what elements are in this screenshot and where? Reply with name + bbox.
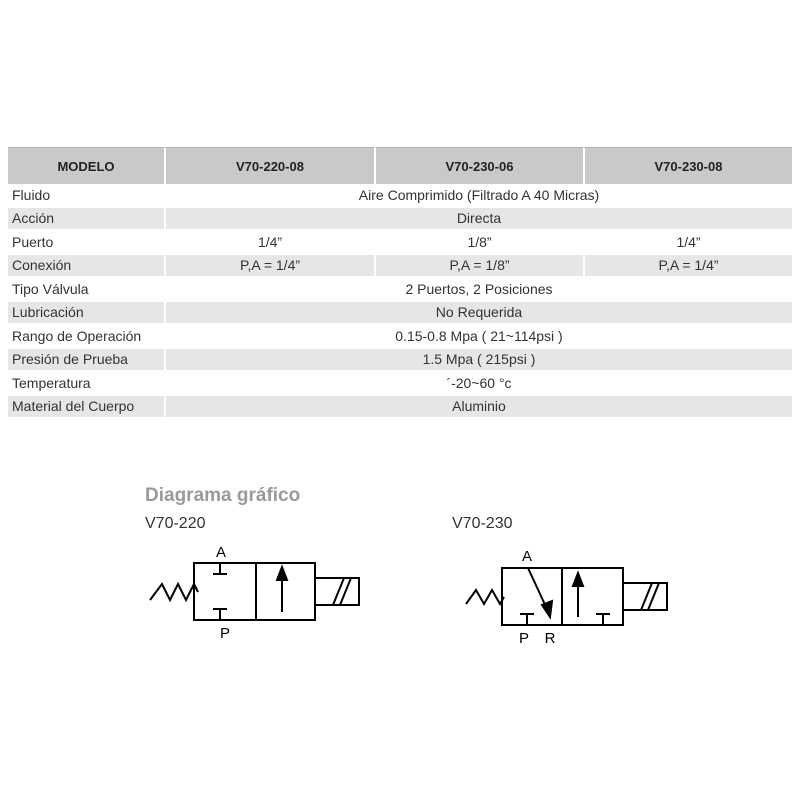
row-label: Lubricación <box>8 302 164 326</box>
row-value: 1/4” <box>583 231 792 255</box>
row-label: Presión de Prueba <box>8 349 164 373</box>
row-value: P,A = 1/8” <box>374 255 583 279</box>
port-p-right: P <box>518 630 530 647</box>
row-label: Puerto <box>8 231 164 255</box>
diagram-right-model: V70-230 <box>452 515 513 532</box>
header-model-2: V70-230-06 <box>374 147 583 184</box>
row-label: Acción <box>8 208 164 232</box>
row-value: Aluminio <box>164 396 792 420</box>
solenoid-icon <box>315 578 359 605</box>
row-value: Aire Comprimido (Filtrado A 40 Micras) <box>164 184 792 208</box>
row-label: Conexión <box>8 255 164 279</box>
row-label: Tipo Válvula <box>8 278 164 302</box>
row-label: Fluido <box>8 184 164 208</box>
row-value: 0.15-0.8 Mpa ( 21~114psi ) <box>164 325 792 349</box>
row-value: 1/4” <box>164 231 374 255</box>
solenoid-icon <box>623 583 667 610</box>
row-value: P,A = 1/4” <box>164 255 374 279</box>
row-label: Temperatura <box>8 372 164 396</box>
diagram-left-model: V70-220 <box>145 515 206 532</box>
row-value: 1.5 Mpa ( 215psi ) <box>164 349 792 373</box>
port-p-left: P <box>219 625 231 642</box>
row-value: P,A = 1/4” <box>583 255 792 279</box>
header-model-1: V70-220-08 <box>164 147 374 184</box>
row-label: Material del Cuerpo <box>8 396 164 420</box>
spring-icon <box>466 590 504 604</box>
valve-body <box>194 563 315 620</box>
row-value: No Requerida <box>164 302 792 326</box>
flow-arrow-icon <box>528 568 547 609</box>
port-a-left: A <box>215 544 227 561</box>
row-label: Rango de Operación <box>8 325 164 349</box>
valve-symbol-v70-220 <box>150 563 359 620</box>
diagram-title: Diagrama gráfico <box>145 485 301 506</box>
row-value: 2 Puertos, 2 Posiciones <box>164 278 792 302</box>
port-r-right: R <box>544 630 556 647</box>
spring-icon <box>150 584 198 600</box>
row-value: 1/8” <box>374 231 583 255</box>
header-model-3: V70-230-08 <box>583 147 792 184</box>
valve-symbol-v70-230 <box>466 568 667 625</box>
port-a-right: A <box>521 548 533 565</box>
row-value: ´-20~60 °c <box>164 372 792 396</box>
row-value: Directa <box>164 208 792 232</box>
header-modelo: MODELO <box>8 147 164 184</box>
